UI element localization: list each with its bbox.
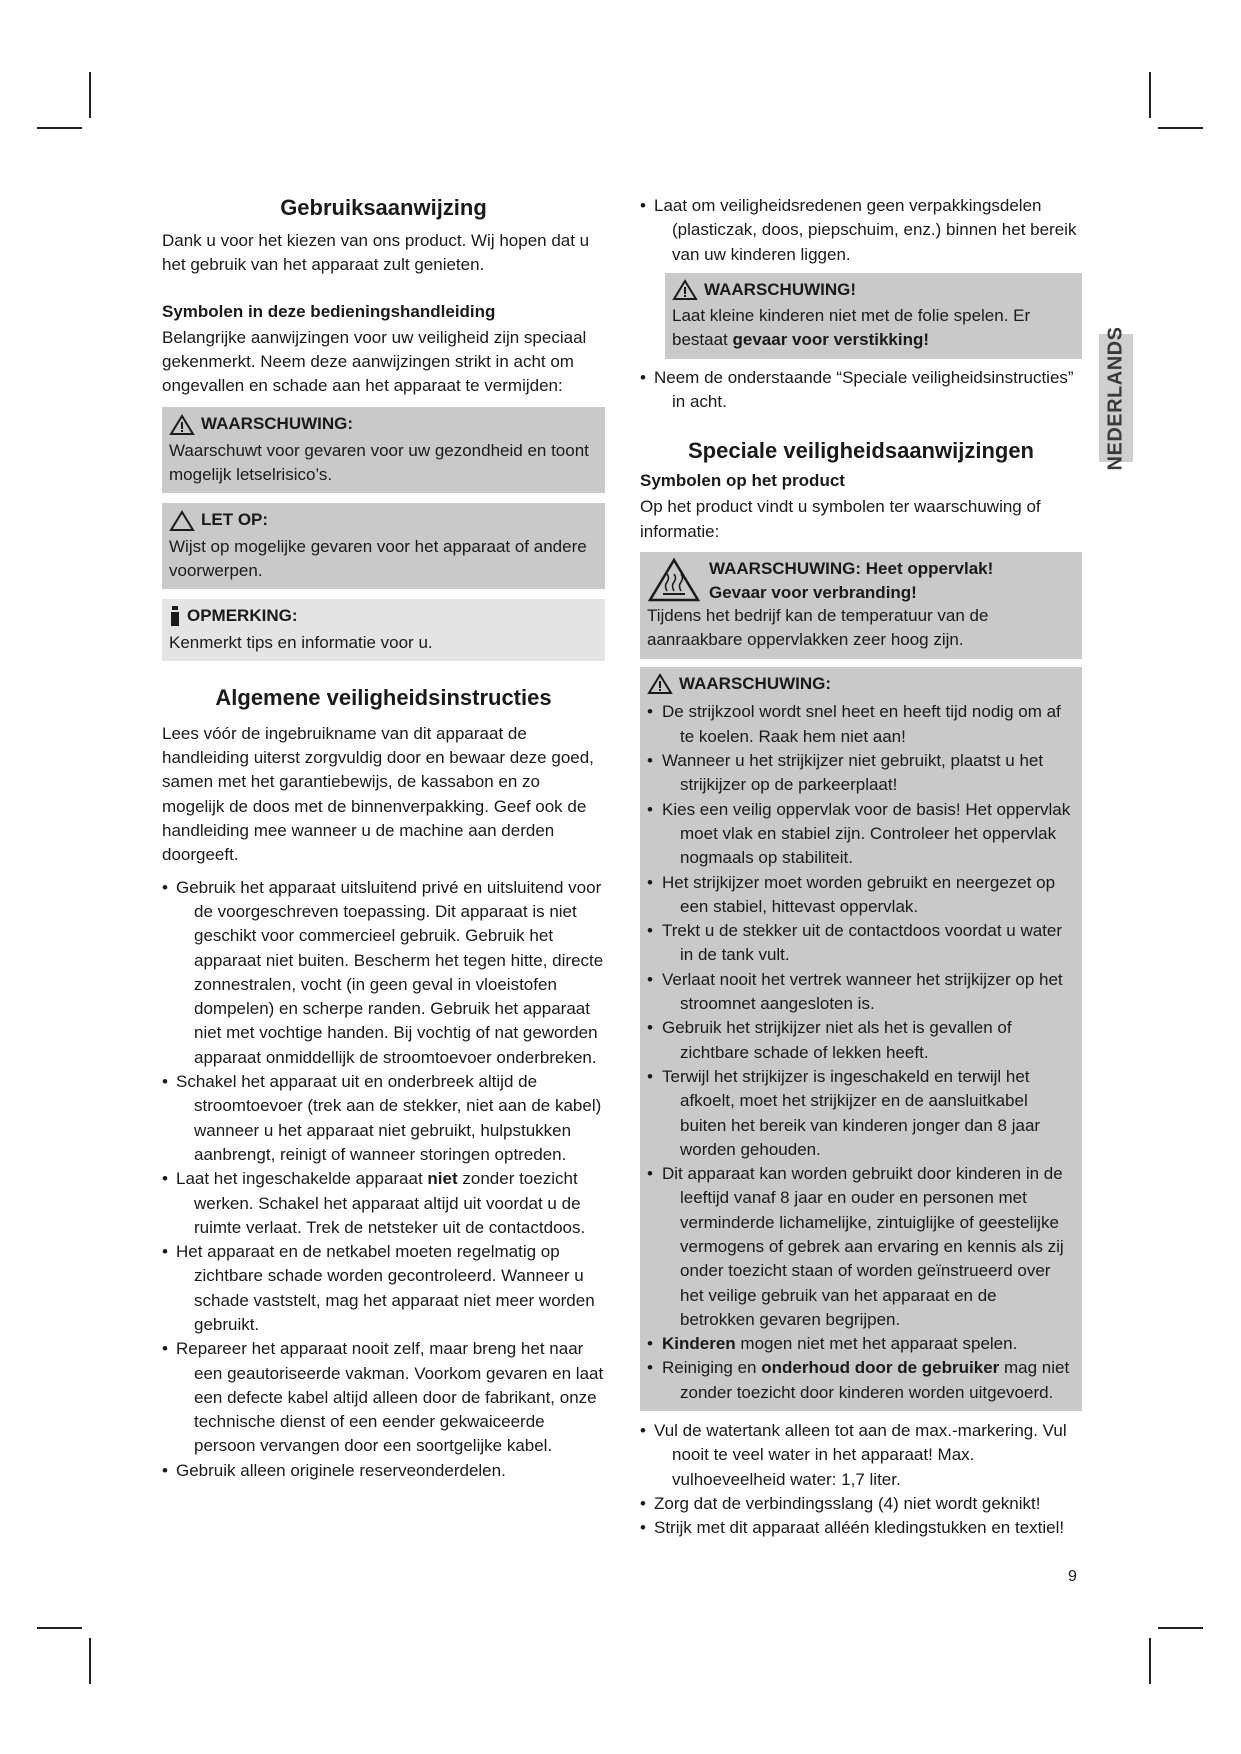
list-item [647,1332,1075,1356]
foil-warning-title: WAARSCHUWING! [704,279,857,299]
iron-warning-title: WAARSCHUWING: [679,674,832,694]
list-item: • Schakel het apparaat uit en onderbreek altijd de stroomtoevoer (trek aan de stekker, niet aan de kabel) wanneer u het apparaat niet gebruikt, hulpstukken aanbrengt, reinigt of wanneer storingen optreden. [162,1070,605,1167]
list-item: • Repareer het apparaat nooit zelf, maar breng het naar een geautoriseerde vakman. Voorkom gevaren en laat een defecte kabel altijd alleen door de fabrikant, onze technische dienst of een eender gekwaiceerde persoon vervangen door een soortgelijke kabel. [162,1337,605,1458]
note-text: Kenmerkt tips en informatie voor u. [169,632,433,652]
caution-text: Wijst op mogelijke gevaren voor het apparaat of andere voorwerpen. [169,536,587,580]
hot-surface-icon [647,557,701,603]
list-item: • Het strijkijzer moet worden gebruikt en neergezet op een stabiel, hittevast oppervlak. [647,871,1075,920]
crop-mark [1149,1638,1151,1684]
special-note-list [640,366,1082,415]
list-item: • Gebruik het strijkijzer niet als het is gevallen of zichtbare schade of lekken heeft. [647,1016,1075,1065]
crop-mark [1149,72,1151,118]
iron-warning-box [640,667,1082,1411]
warning-title: WAARSCHUWING: [201,414,354,434]
list-item-text: mag niet zonder toezicht door kinderen worden uitgevoerd. [680,1358,1070,1402]
list-item: • Vul de watertank alleen tot aan de max.-markering. Vul nooit te veel water in het apparaat! Max. vulhoeveelheid water: 1,7 liter. [640,1419,1082,1492]
crop-mark [1158,1627,1203,1629]
crop-mark [89,1638,91,1684]
warning-triangle-icon [672,279,698,301]
general-safety-title: Algemene veiligheidsinstructies [215,684,552,710]
hot-surface-text: Tijdens het bedrijf kan de temperatuur van de aanraakbare oppervlakken zeer hoog zijn. [647,605,989,649]
general-safety-text: Lees vóór de ingebruikname van dit apparaat de handleiding uiterst zorgvuldig door en bewaar deze goed, samen met het garantiebewijs, de kassabon en zo mogelijk de doos met de binnenverpakking. Geef ook de handleiding mee wanneer u de machine aan derden doorgeeft. [162,723,594,865]
note-box [162,599,605,661]
list-item: • Zorg dat de verbindingsslang (4) niet wordt geknikt! [640,1492,1082,1516]
list-item: • Wanneer u het strijkijzer niet gebruikt, plaatst u het strijkijzer op de parkeerplaat! [647,749,1075,798]
page-number: 9 [1068,1568,1077,1585]
warning-triangle-icon [169,414,195,436]
left-column [162,193,605,1483]
list-item-text: Reiniging en [662,1358,762,1378]
caution-title: LET OP: [201,510,269,530]
general-safety-list [162,876,605,1483]
crop-mark [1158,127,1203,129]
list-item: • Verlaat nooit het vertrek wanneer het strijkijzer op het stroomnet aangesloten is. [647,968,1075,1017]
list-item [162,1167,605,1240]
packaging-list [640,194,1082,267]
crop-mark [37,127,82,129]
list-item: • Kies een veilig oppervlak voor de basis! Het oppervlak moet vlak en stabiel zijn. Controleer het oppervlak nogmaals op stabiliteit. [647,798,1075,871]
language-tab [1099,326,1133,470]
foil-warning-text-main: Laat kleine kinderen niet met de folie spelen. Er bestaat [672,306,1031,350]
foil-warning-box [665,273,1082,359]
crop-mark [89,72,91,118]
symbols-text: Belangrijke aanwijzingen voor uw veiligheid zijn speciaal gekenmerkt. Neem deze aanwijzingen strikt in acht om ongevallen en schade aan het apparaat te vermijden: [162,327,587,396]
list-item-bold: Kinderen [662,1334,736,1354]
iron-warning-list [647,700,1075,1405]
right-column [640,194,1082,1541]
list-item: • Dit apparaat kan worden gebruikt door kinderen in de leeftijd vanaf 8 jaar en ouder en personen met verminderde lichamelijke, zintuiglijke of geestelijke vermogens of gebrek aan ervaring en kennis als zij onder toezicht staan of worden geïnstrueerd over het veilige gebruik van het apparaat en de betrokken gevaren begrijpen. [647,1162,1075,1332]
list-item-bold: onderhoud door de gebruiker [761,1358,1000,1378]
title-gebruiksaanwijzing: Gebruiksaanwijzing [280,195,487,220]
crop-mark [37,1627,82,1629]
list-item [647,1356,1075,1405]
list-item: • Strijk met dit apparaat alléén kledingstukken en textiel! [640,1516,1082,1540]
list-item: • Laat om veiligheidsredenen geen verpakkingsdelen (plasticzak, doos, piepschuim, enz.) binnen het bereik van uw kinderen liggen. [640,194,1082,267]
warning-triangle-icon [647,673,673,695]
list-item: • Gebruik alleen originele reserveonderdelen. [162,1459,605,1483]
list-item: • Terwijl het strijkijzer is ingeschakeld en terwijl het afkoelt, moet het strijkijzer en de aansluitkabel buiten het bereik van kinderen jonger dan 8 jaar worden gehouden. [647,1065,1075,1162]
foil-warning-text [672,304,1075,353]
list-item-bold: niet [427,1169,458,1189]
symbols-heading: Symbolen in deze bedieningshandleiding [162,301,496,321]
info-icon [169,605,181,627]
caution-box [162,503,605,589]
warning-box [162,407,605,493]
list-item: • De strijkzool wordt snel heet en heeft tijd nodig om af te koelen. Raak hem niet aan! [647,700,1075,749]
product-symbols-text: Op het product vindt u symbolen ter waarschuwing of informatie: [640,497,1041,541]
list-item: • Gebruik het apparaat uitsluitend privé en uitsluitend voor de voorgeschreven toepassing. Dit apparaat is niet geschikt voor commercieel gebruik. Gebruik het apparaat niet buiten. Bescherm het tegen hitte, directe zonnestralen, vocht (in geen geval in vloeistofen dompelen) en scherpe randen. Gebruik het apparaat niet met vochtige handen. Bij vochtig of nat geworden apparaat onmiddellijk de stroomtoevoer onderbreken. [162,876,605,1070]
intro-text: Dank u voor het kiezen van ons product. Wij hopen dat u het gebruik van het apparaat zult genieten. [162,231,590,275]
language-tab-label: NEDERLANDS [1104,326,1127,470]
list-item-text: Laat het ingeschakelde apparaat [176,1169,428,1189]
product-symbols-heading: Symbolen op het product [640,471,845,491]
list-item: • Trekt u de stekker uit de contactdoos voordat u water in de tank vult. [647,919,1075,968]
caution-triangle-icon [169,510,195,532]
foil-warning-text-bold: gevaar voor verstikking! [732,330,930,350]
special-safety-title: Speciale veiligheidsaanwijzingen [687,438,1034,464]
note-title: OPMERKING: [187,606,298,626]
hot-surface-subtitle: Gevaar voor verbranding! [709,583,917,603]
warning-text: Waarschuwt voor gevaren voor uw gezondheid en toont mogelijk letselrisico’s. [169,440,589,485]
hot-surface-title: WAARSCHUWING: Heet oppervlak! [709,558,994,578]
list-item: • Het apparaat en de netkabel moeten regelmatig op zichtbare schade worden gecontroleerd. Wanneer u schade vaststelt, mag het apparaat niet meer worden gebruikt. [162,1240,605,1337]
list-item-text: mogen niet met het apparaat spelen. [735,1334,1018,1354]
usage-list [640,1419,1082,1540]
hot-surface-box [640,552,1082,659]
list-item: • Neem de onderstaande “Speciale veiligheidsinstructies” in acht. [640,366,1082,415]
list-item-text: zonder toezicht werken. Schakel het apparaat altijd uit voordat u de ruimte verlaat. Trek de netsteker uit de contactdoos. [194,1169,586,1237]
